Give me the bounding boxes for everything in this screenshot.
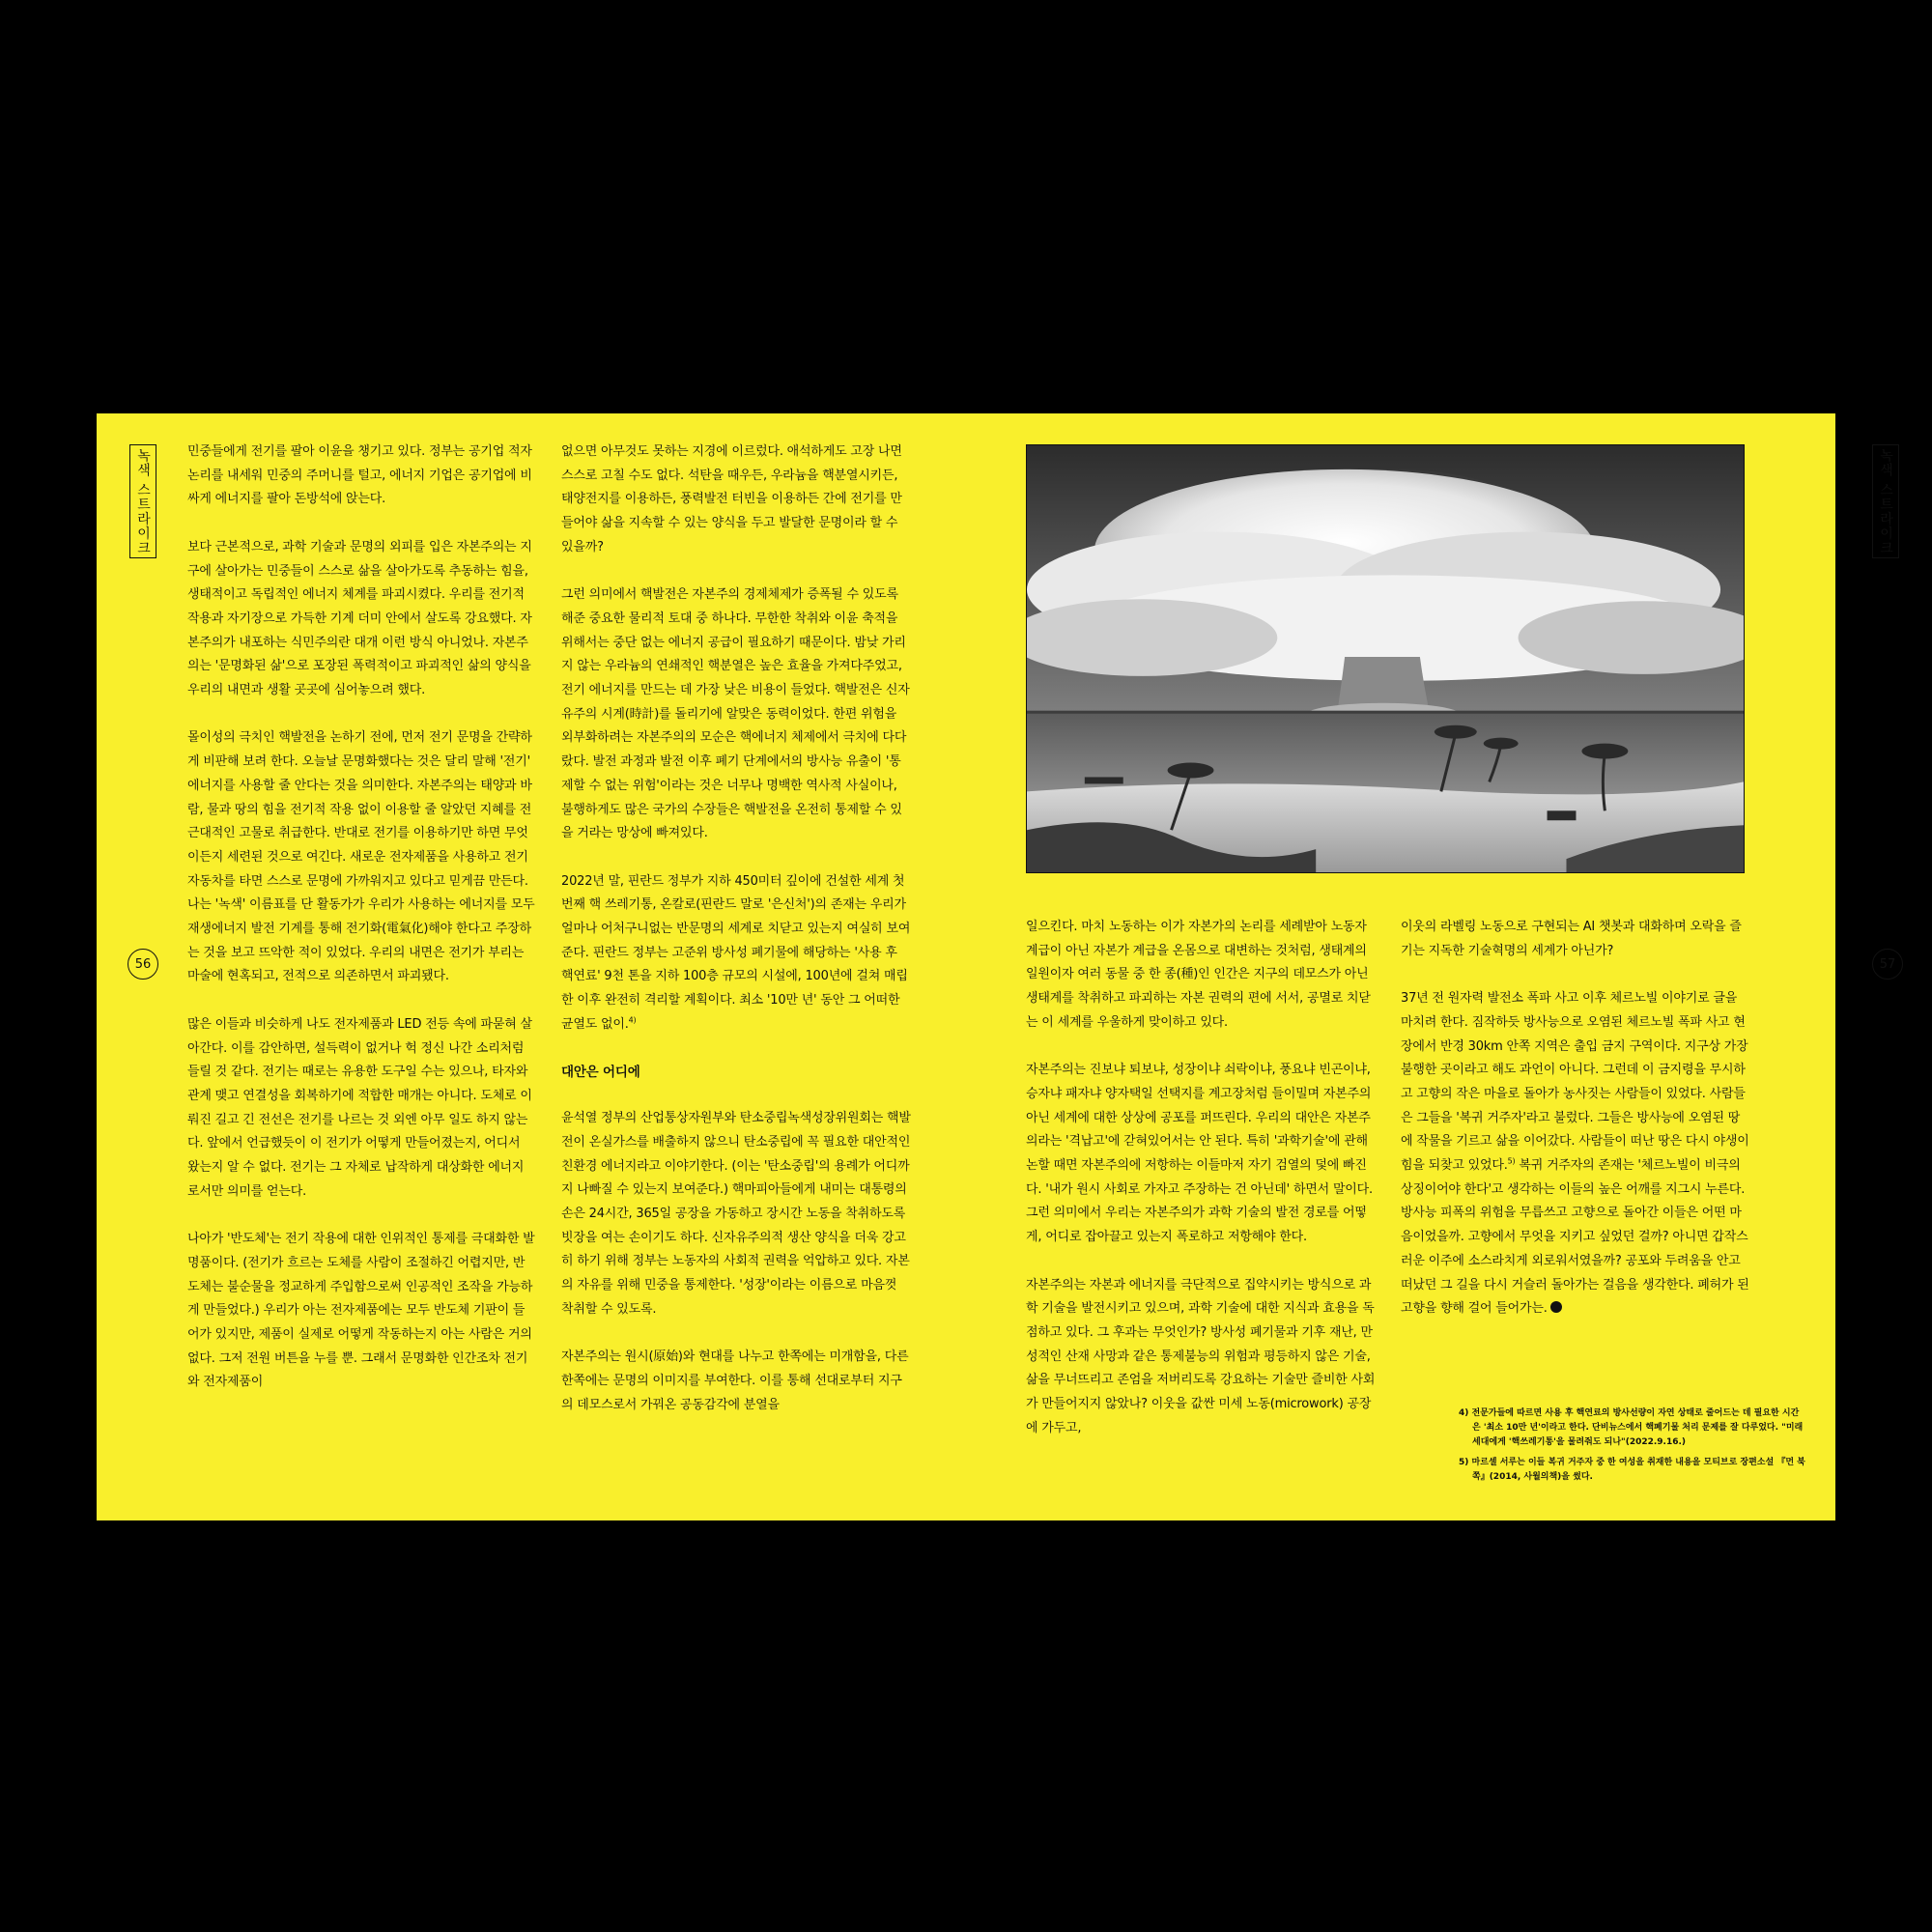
paragraph: 없으면 아무것도 못하는 지경에 이르렀다. 애석하게도 고장 나면 스스로 고칠 수도 없다. 석탄을 때우든, 우라늄을 핵분열시키든, 태양전지를 이용하든, 풍력발전 터빈을 이용하든 간에 전기를 만들어야 삶을 지속할 수 있는 양식을 두고 발달한 문명이라 할 수 있을까? (561, 444, 902, 554)
paragraph: 이웃의 라벨링 노동으로 구현되는 AI 챗봇과 대화하며 오락을 즐기는 지독한 기술혁명의 세계가 아닌가? (1401, 920, 1742, 958)
paragraph: 2022년 말, 핀란드 정부가 지하 450미터 깊이에 건설한 세계 첫 번째 핵 쓰레기통, 온칼로(핀란드 말로 '은신처')의 존재는 우리가 얼마나 어처구니없는 반문명의 세계로 치닫고 있는지 여실히 보여준다. 핀란드 정부는 고준위 방사성 폐기물에 해당하는 '사용 후 핵연료' 9천 톤을 지하 100층 규모의 시설에, 100년에 걸쳐 매립한 이후 완전히 격리할 계획이다. 최소 '10만 년' 동안 그 어떠한 균열도 없이.$^{4)}$ (561, 873, 911, 1032)
footnote-ref[interactable]: 4) (628, 1015, 637, 1025)
mushroom-cloud-image (1027, 445, 1744, 872)
footnote-5: 5) 마르셀 서루는 이들 복귀 거주자 중 한 여성을 취재한 내용을 모티브로 장편소설 『먼 북쪽』(2014, 사월의책)을 썼다. (1459, 1458, 1805, 1482)
paragraph: 자본주의는 자본과 에너지를 극단적으로 집약시키는 방식으로 과학 기술을 발전시키고 있으며, 과학 기술에 대한 지식과 효용을 독점하고 있다. 그 후과는 무엇인가? 방사성 폐기물과 기후 재난, 만성적인 산재 사망과 같은 통제불능의 위험과 평등하지 않은 기술, 삶을 무너뜨리고 존엄을 저버리도록 강요하는 기술만 즐비한 사회가 만들어지지 않았나? 이웃을 값싼 미세 노동(microwork) 공장에 가두고, (1026, 1277, 1376, 1435)
page-number-left: 56 (128, 949, 158, 980)
text-column-2 (561, 440, 911, 1417)
paragraph: 그런 의미에서 핵발전은 자본주의 경제체제가 증폭될 수 있도록 해준 중요한 물리적 토대 중 하나다. 무한한 착취와 이윤 축적을 위해서는 중단 없는 에너지 공급이 필요하기 때문이다. 밤낮 가리지 않는 우라늄의 연쇄적인 핵분열은 높은 효율을 가져다주었고, 전기 에너지를 만드는 데 가장 낮은 비용이 들었다. 핵발전은 신자유주의 시계(時計)를 돌리기에 알맞은 동력이었다. 한편 위험을 외부화하려는 자본주의의 모순은 핵에너지 체제에서 극치에 다다랐다. 발전 과정과 발전 이후 폐기 단계에서의 방사능 유출이 '통제할 수 없는 위험'이라는 것은 너무나 명백한 역사적 사실이나, 불행하게도 많은 국가의 수장들은 핵발전을 온전히 통제할 수 있을 거라는 망상에 빠져있다. (561, 587, 910, 841)
text-column-1 (187, 440, 535, 1395)
page-number-right: 57 (1872, 949, 1903, 980)
paragraph: 많은 이들과 비슷하게 나도 전자제품과 LED 전등 속에 파묻혀 살아간다. 이를 감안하면, 설득력이 없거나 헉 정신 나간 소리처럼 들릴 것 같다. 전기는 때로는 유용한 도구일 수는 있으나, 타자와 관계 맺고 연결성을 회복하기에 적합한 매개는 아니다. 도체로 이뤄진 길고 긴 전선은 전기를 나르는 것 외엔 아무 일도 하지 않는다. 앞에서 언급했듯이 이 전기가 어떻게 만들어졌는지, 어디서 왔는지 알 수 없다. 전기는 그 자체로 납작하게 대상화한 에너지로서만 의미를 얻는다. (187, 1016, 532, 1199)
paragraph: 민중들에게 전기를 팔아 이윤을 챙기고 있다. 정부는 공기업 적자 논리를 내세워 민중의 주머니를 털고, 에너지 기업은 공기업에 비싸게 에너지를 팔아 돈방석에 앉는다. (187, 444, 532, 507)
paragraph: 37년 전 원자력 발전소 폭파 사고 이후 체르노빌 이야기로 글을 마치려 한다. 짐작하듯 방사능으로 오염된 체르노빌 폭파 사고 현장에서 반경 30km 안쪽 지역은 출입 금지 구역이다. 지구상 가장 불행한 곳이라고 해도 과언이 아니다. 그런데 이 금지령을 무시하고 고향의 작은 마을로 돌아가 농사짓는 사람들이 있었다. 사람들은 그들을 '복귀 거주자'라고 불렀다. 그들은 방사능에 오염된 땅에 작물을 기르고 삶을 이어갔다. 사람들이 떠난 땅은 다시 야생이 힘을 되찾고 있었다.$^{5)}$ 복귀 거주자의 존재는 '체르노빌이 비극의 상징이어야 한다'고 생각하는 이들의 높은 어깨를 지그시 누른다. 방사능 피폭의 위험을 무릅쓰고 고향으로 돌아간 이들은 어떤 마음이었을까. 고향에서 무엇을 지키고 싶었던 걸까? 아니면 갑작스러운 이주에 소스라치게 외로워서였을까? 공포와 두려움을 안고 떠났던 그 길을 다시 거슬러 돌아가는 걸음을 생각한다. 폐허가 된 고향을 향해 걸어 들어가는. (1401, 991, 1749, 1317)
paragraph: 보다 근본적으로, 과학 기술과 문명의 외피를 입은 자본주의는 지구에 살아가는 민중들이 스스로 삶을 살아가도록 추동하는 힘을, 생태적이고 독립적인 에너지 체계를 파괴시켰다. 우리를 전기적 작용과 자기장으로 가득한 기계 더미 안에서 살도록 강요했다. 자본주의가 내포하는 식민주의란 대개 이런 방식 아니었나. 자본주의는 '문명화된 삶'으로 포장된 폭력적이고 파괴적인 삶의 양식을 우리의 내면과 생활 곳곳에 심어놓으려 했다. (187, 539, 532, 698)
running-header-right: 녹색 스트라이크 (1872, 444, 1899, 558)
paragraph: 자본주의는 진보냐 퇴보냐, 성장이냐 쇠락이냐, 풍요냐 빈곤이냐, 승자냐 패자냐 양자택일 선택지를 계고장처럼 들이밀며 자본주의 아닌 세계에 대한 상상에 공포를 퍼뜨린다. 우리의 대안은 자본주의라는 '격납고'에 갇혀있어서는 안 된다. 특히 '과학기술'에 관해 논할 때면 자본주의에 저항하는 이들마저 자기 검열의 덫에 빠진다. '내가 원시 사회로 가자고 주장하는 건 아닌데' 하면서 말이다. 그런 의미에서 우리는 자본주의가 과학 기술의 발전 경로를 어떻게, 어디로 잡아끌고 있는지 폭로하고 저항해야 한다. (1026, 1063, 1373, 1245)
section-heading: 대안은 어디에 (561, 1065, 640, 1081)
paragraph: 나아가 '반도체'는 전기 작용에 대한 인위적인 통제를 극대화한 발명품이다. (전기가 흐르는 도체를 사람이 조절하긴 어렵지만, 반도체는 불순물을 정교하게 주입함으로써 인공적인 조작을 가능하게 만들었다.) 우리가 아는 전자제품에는 모두 반도체 기판이 들어가 있지만, 제품이 실제로 어떻게 작동하는지 아는 사람은 거의 없다. 그저 전원 버튼을 누를 뿐. 그래서 문명화한 인간조차 전기와 전자제품이 (187, 1232, 535, 1390)
footnotes (1459, 1406, 1806, 1491)
end-mark-icon (1550, 1301, 1562, 1313)
paragraph: 일으킨다. 마치 노동하는 이가 자본가의 논리를 세례받아 노동자 계급이 아닌 자본가 계급을 온몸으로 대변하는 것처럼, 생태계의 일원이자 여러 동물 중 한 종(種)인 인간은 지구의 데모스가 아닌 생태계를 착취하고 파괴하는 자본 권력의 편에 서서, 공멸로 치닫는 이 세계를 우울하게 맞이하고 있다. (1026, 920, 1371, 1030)
paragraph: 자본주의는 원시(原始)와 현대를 나누고 한쪽에는 미개함을, 다른 한쪽에는 문명의 이미지를 부여한다. 이를 통해 선대로부터 지구의 데모스로서 가꿔온 공동감각에 분열을 (561, 1350, 909, 1412)
paragraph: 몰이성의 극치인 핵발전을 논하기 전에, 먼저 전기 문명을 간략하게 비판해 보려 한다. 오늘날 문명화했다는 것은 달리 말해 '전기' 에너지를 사용할 줄 안다는 것을 의미한다. 자본주의는 태양과 바람, 물과 땅의 힘을 전기적 작용 없이 이용할 줄 알았던 지혜를 전근대적인 고물로 취급한다. 반대로 전기를 이용하기만 하면 무엇이든지 세련된 것으로 여긴다. 새로운 전자제품을 사용하고 전기 자동차를 타면 스스로 문명에 가까워지고 있다고 믿게끔 만든다. 나는 '녹색' 이름표를 단 활동가가 우리가 사용하는 에너지를 모두 재생에너지 발전 기계를 통해 전기화(電氣化)해야 한다고 주장하는 것을 보고 뜨악한 적이 있었다. 우리의 내면은 전기가 부리는 마술에 현혹되고, 전적으로 의존하면서 파괴됐다. (187, 730, 535, 984)
magazine-spread (97, 413, 1896, 1520)
nuclear-test-photo (1026, 444, 1745, 873)
paragraph: 윤석열 정부의 산업통상자원부와 탄소중립녹색성장위원회는 핵발전이 온실가스를 배출하지 않으니 탄소중립에 꼭 필요한 대안적인 친환경 에너지라고 이야기한다. (이는 '탄소중립'의 용례가 어디까지 나빠질 수 있는지 보여준다.) 핵마피아들에게 내미는 대통령의 손은 24시간, 365일 공장을 가동하고 장시간 노동을 착취하도록 빗장을 여는 손이기도 하다. 신자유주의적 생산 양식을 더욱 강고히 하기 위해 정부는 노동자의 사회적 권력을 억압하고 있다. 자본의 자유를 위해 민중을 통제한다. '성장'이라는 이름으로 마음껏 착취할 수 있도록. (561, 1111, 911, 1317)
running-header-left: 녹색 스트라이크 (129, 444, 156, 558)
footnote-4: 4) 전문가들에 따르면 사용 후 핵연료의 방사선량이 자연 상태로 줄어드는 데 필요한 시간은 '최소 10만 년'이라고 한다. 단비뉴스에서 핵폐기물 처리 문제를 잘 다루었다. "미래 세대에게 '핵쓰레기통'을 물려줘도 되나"(2022.9.16.) (1459, 1408, 1804, 1447)
left-page (97, 413, 966, 1520)
footnote-ref[interactable]: 5) (1507, 1156, 1516, 1166)
text-column-4 (1401, 916, 1750, 1321)
text-column-3 (1026, 916, 1376, 1440)
